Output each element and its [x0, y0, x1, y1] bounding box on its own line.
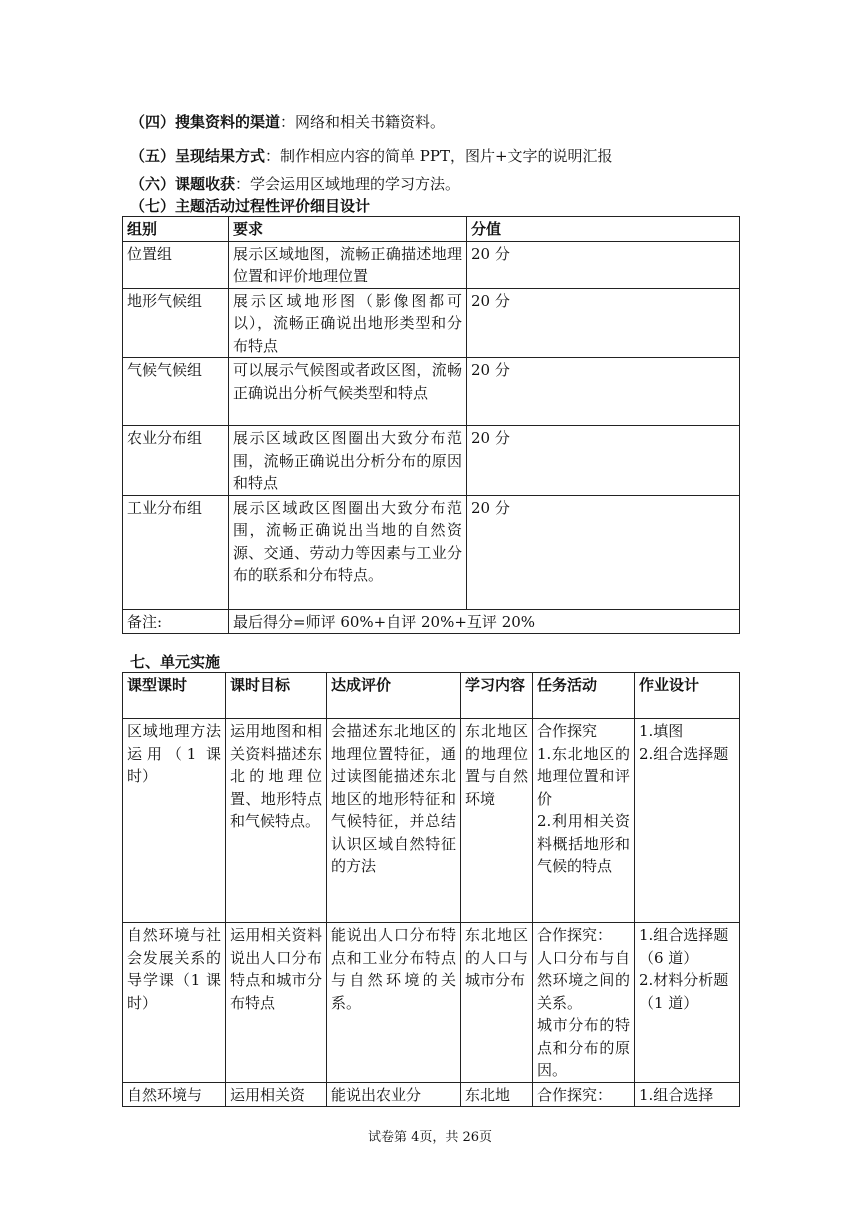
group-cell: 工业分布组: [123, 495, 229, 609]
header-score: 分值: [467, 217, 740, 242]
section-7-line: [130, 196, 370, 216]
evaluation-table: [122, 216, 740, 634]
section-4-text: ：网络和相关书籍资料。: [280, 113, 446, 131]
activity-cell: 合作探究：: [533, 1082, 635, 1107]
lesson-type-cell: 自然环境与社会发展关系的导学课（1 课时）: [123, 923, 226, 1083]
content-cell: 东北地区的地理位置与自然环境: [461, 719, 533, 923]
page-footer: 试卷第 4页，共 26页: [367, 1130, 493, 1145]
section-4-line: [130, 112, 445, 132]
content-cell: 东北地区的人口与城市分布: [461, 923, 533, 1083]
header-content: 学习内容: [461, 673, 533, 719]
assessment-cell: 能说出农业分: [327, 1082, 461, 1107]
homework-cell: 1.组合选择: [635, 1082, 740, 1107]
lesson-type-cell: 自然环境与: [123, 1082, 226, 1107]
header-lesson-goal: 课时目标: [226, 673, 327, 719]
header-homework: 作业设计: [635, 673, 740, 719]
score-cell: 20 分: [467, 495, 740, 609]
section-6-label: （六）课题收获: [130, 175, 236, 193]
note-row: [123, 609, 740, 634]
section-4-label: （四）搜集资料的渠道: [130, 113, 281, 131]
assessment-cell: 能说出人口分布特点和工业分布特点与自然环境的关系。: [327, 923, 461, 1083]
group-cell: 位置组: [123, 241, 229, 288]
requirement-cell: 展示区域地形图（影像图都可以），流畅正确说出地形类型和分布特点: [229, 288, 467, 358]
section-5-line: [130, 146, 613, 166]
unit-implementation-table: [122, 672, 740, 1107]
note-label: 备注:: [123, 609, 229, 634]
section-6-line: [130, 174, 460, 194]
section-6-text: ：学会运用区域地理的学习方法。: [235, 175, 461, 193]
group-cell: 农业分布组: [123, 426, 229, 496]
section-7-label: （七）主题活动过程性评价细目设计: [130, 197, 371, 215]
score-cell: 20 分: [467, 241, 740, 288]
section-5-label: （五）呈现结果方式: [130, 147, 266, 165]
lesson-goal-cell: 运用相关资料说出人口分布特点和城市分布特点: [226, 923, 327, 1083]
activity-cell: 合作探究： 人口分布与自然环境之间的关系。 城市分布的特点和分布的原因。: [533, 923, 635, 1083]
requirement-cell: 展示区域政区图圈出大致分布范围，流畅正确说出分析分布的原因和特点: [229, 426, 467, 496]
requirement-cell: 展示区域政区图圈出大致分布范围，流畅正确说出当地的自然资源、交通、劳动力等因素与工业分布的联系和分布特点。: [229, 495, 467, 609]
table-header-row: [123, 217, 740, 242]
assessment-cell: 会描述东北地区的地理位置特征，通过读图能描述东北地区的地形特征和气候特征，并总结认识区域自然特征的方法: [327, 719, 461, 923]
table-row: [123, 495, 740, 609]
table-row: [123, 1082, 740, 1107]
header-requirement: 要求: [229, 217, 467, 242]
table-row: [123, 923, 740, 1083]
table-row: [123, 358, 740, 426]
requirement-cell: 展示区域地图，流畅正确描述地理位置和评价地理位置: [229, 241, 467, 288]
table-header-row: [123, 673, 740, 719]
group-cell: 地形气候组: [123, 288, 229, 358]
homework-cell: 1.填图 2.组合选择题: [635, 719, 740, 923]
score-cell: 20 分: [467, 288, 740, 358]
lesson-goal-cell: 运用地图和相关资料描述东北的地理位置、地形特点和气候特点。: [226, 719, 327, 923]
homework-cell: 1.组合选择题（6 道） 2.材料分析题（1 道）: [635, 923, 740, 1083]
lesson-goal-cell: 运用相关资: [226, 1082, 327, 1107]
header-lesson-type: 课型课时: [123, 673, 226, 719]
activity-cell: 合作探究 1.东北地区的地理位置和评价 2.利用相关资料概括地形和气候的特点: [533, 719, 635, 923]
header-group: 组别: [123, 217, 229, 242]
section-5-text: ：制作相应内容的简单 PPT，图片+文字的说明汇报: [265, 147, 613, 165]
table-row: [123, 719, 740, 923]
note-text: 最后得分=师评 60%+自评 20%+互评 20%: [229, 609, 740, 634]
header-assessment: 达成评价: [327, 673, 461, 719]
unit-implementation-heading: 七、单元实施: [130, 653, 221, 671]
table-row: [123, 241, 740, 288]
table-row: [123, 426, 740, 496]
requirement-cell: 可以展示气候图或者政区图，流畅正确说出分析气候类型和特点: [229, 358, 467, 426]
content-cell: 东北地: [461, 1082, 533, 1107]
group-cell: 气候气候组: [123, 358, 229, 426]
lesson-type-cell: 区域地理方法运用（1 课时）: [123, 719, 226, 923]
score-cell: 20 分: [467, 358, 740, 426]
table-row: [123, 288, 740, 358]
score-cell: 20 分: [467, 426, 740, 496]
header-activity: 任务活动: [533, 673, 635, 719]
